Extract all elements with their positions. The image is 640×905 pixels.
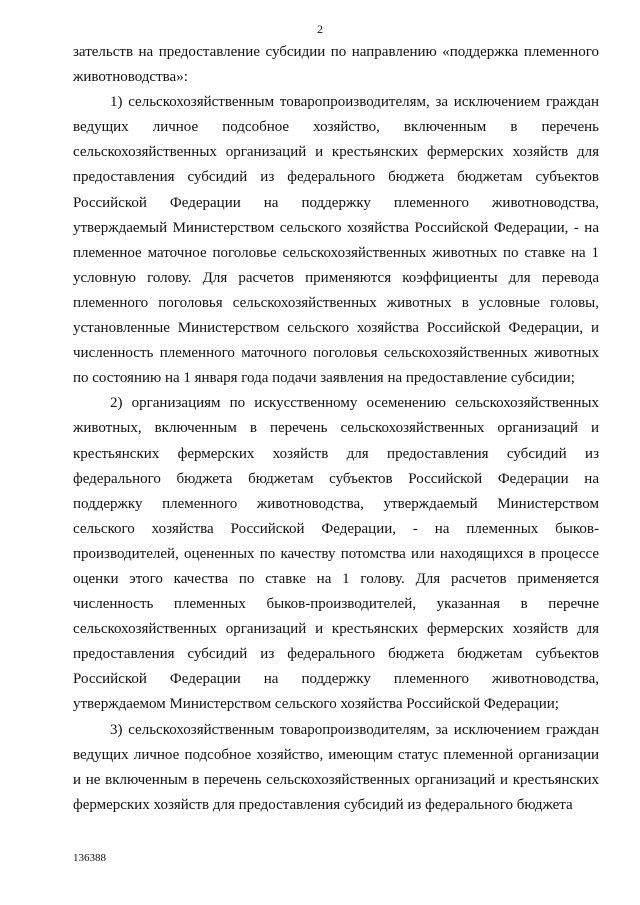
paragraph-item-3: 3) сельскохозяйственным товаропроизводителям, за исключением граждан ведущих личное подсобное хозяйство, имеющим статус племенной организации и не включенным в перечень сельскохозяйственных организаций и крестьянских фермерских хозяйств для предоставления субсидий из федерального бюджета <box>73 721 599 813</box>
paragraph-item-1: 1) сельскохозяйственным товаропроизводителям, за исключением граждан ведущих личное подсобное хозяйство, включенным в перечень сельскохозяйственных организаций и крестьянских фермерских хозяйств для предоставления субсидий из федерального бюджета бюджетам субъектов Российской Федерации на поддержку племенного животноводства, утверждаемый Министерством сельского хозяйства Российской Федерации, - на племенное маточное поголовье сельскохозяйственных животных по ставке на 1 условную голову. Для расчетов применяются коэффициенты для перевода племенного поголовья сельскохозяйственных животных в условные головы, установленные Министерством сельского хозяйства Российской Федерации, и численность племенного маточного поголовья сельскохозяйственных животных по состоянию на 1 января года подачи заявления на предоставление субсидии; <box>73 94 599 387</box>
page-number: 2 <box>317 22 323 36</box>
document-body <box>73 40 599 818</box>
paragraph-intro-continuation: зательств на предоставление субсидии по направлению «поддержка племенного животноводства»: <box>73 44 599 86</box>
document-code: 136388 <box>73 852 106 864</box>
paragraph-item-2: 2) организациям по искусственному осеменению сельскохозяйственных животных, включенным в перечень сельскохозяйственных организаций и крестьянских фермерских хозяйств для предоставления субсидий из федерального бюджета бюджетам субъектов Российской Федерации на поддержку племенного животноводства, утверждаемый Министерством сельского хозяйства Российской Федерации, - на племенных быков-производителей, оцененных по качеству потомства или находящихся в процессе оценки этого качества по ставке на 1 голову. Для расчетов применяется численность племенных быков-производителей, указанная в перечне сельскохозяйственных организаций и крестьянских фермерских хозяйств для предоставления субсидий из федерального бюджета бюджетам субъектов Российской Федерации на поддержку племенного животноводства, утверждаемом Министерством сельского хозяйства Российской Федерации; <box>73 395 599 713</box>
